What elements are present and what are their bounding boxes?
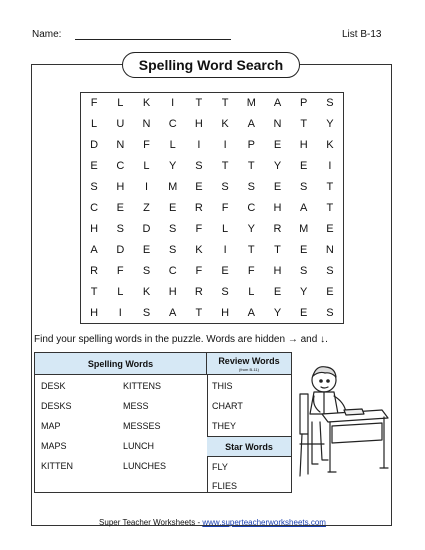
grid-letter: L <box>143 160 150 173</box>
spelling-word: MESS <box>123 401 149 411</box>
review-words-subheader: (from B-11) <box>239 366 259 372</box>
grid-letter: E <box>300 306 308 319</box>
footer-link[interactable]: www.superteacherworksheets.com <box>202 518 326 527</box>
grid-letter: I <box>223 139 227 152</box>
grid-letter: F <box>116 264 124 277</box>
grid-letter: L <box>248 285 255 298</box>
grid-letter: S <box>300 264 308 277</box>
spelling-word: DESKS <box>41 401 72 411</box>
review-words-header <box>207 353 291 375</box>
grid-letter: Z <box>143 201 150 214</box>
grid-letter: E <box>300 243 308 256</box>
grid-letter: A <box>300 201 308 214</box>
grid-letter: N <box>273 118 282 131</box>
star-word: FLY <box>212 462 228 472</box>
grid-letter: E <box>116 201 124 214</box>
grid-letter: S <box>221 181 229 194</box>
grid-letter: M <box>168 181 178 194</box>
grid-letter: Y <box>169 160 177 173</box>
grid-letter: E <box>221 264 229 277</box>
grid-letter: T <box>221 97 229 110</box>
grid-letter: K <box>142 97 151 110</box>
grid-letter: S <box>221 285 229 298</box>
grid-letter: I <box>328 160 332 173</box>
grid-letter: K <box>326 139 334 152</box>
review-word: THIS <box>212 381 233 391</box>
star-words-header-label: Star Words <box>225 441 273 452</box>
grid-letter: C <box>168 118 177 131</box>
grid-letter: L <box>117 97 124 110</box>
grid-letter: I <box>223 243 227 256</box>
grid-letter: E <box>273 285 282 298</box>
grid-letter: C <box>168 264 177 277</box>
grid-letter: C <box>90 201 99 214</box>
grid-letter: A <box>90 243 98 256</box>
word-search-grid <box>80 92 344 324</box>
grid-letter: P <box>300 97 308 110</box>
title-decoration-left <box>96 64 122 65</box>
grid-letter: T <box>221 160 229 173</box>
grid-letter: S <box>142 264 151 277</box>
grid-letter: S <box>169 222 177 235</box>
grid-letter: H <box>194 118 203 131</box>
grid-letter: M <box>299 222 309 235</box>
grid-letter: L <box>169 139 176 152</box>
grid-letter: R <box>273 222 282 235</box>
grid-letter: E <box>273 139 282 152</box>
review-words-header-label: Review Words <box>218 355 280 366</box>
grid-letter: T <box>195 97 203 110</box>
title-decoration-right <box>300 64 326 65</box>
grid-letter: C <box>247 201 256 214</box>
grid-letter: I <box>118 306 122 319</box>
grid-letter: D <box>90 139 99 152</box>
grid-letter: I <box>144 181 149 194</box>
grid-letter: E <box>169 201 177 214</box>
grid-letter: S <box>90 181 98 194</box>
grid-letter: N <box>325 243 334 256</box>
grid-letter: H <box>273 264 282 277</box>
grid-letter: H <box>273 201 282 214</box>
column-divider <box>207 375 208 492</box>
grid-letter: E <box>300 160 308 173</box>
grid-letter: K <box>195 243 203 256</box>
grid-letter: L <box>91 118 98 131</box>
grid-letter: S <box>169 243 177 256</box>
review-word: CHART <box>212 401 243 411</box>
grid-letter: E <box>90 160 98 173</box>
grid-letter: E <box>142 243 151 256</box>
grid-letter: T <box>247 160 255 173</box>
grid-letter: Y <box>247 222 255 235</box>
grid-letter: R <box>194 285 203 298</box>
grid-letter: H <box>90 306 99 319</box>
grid-letter: S <box>195 160 203 173</box>
grid-letter: D <box>142 222 151 235</box>
word-list-table <box>34 352 292 493</box>
spelling-words-header <box>35 353 207 375</box>
grid-letter: T <box>300 118 308 131</box>
grid-letter: D <box>116 243 125 256</box>
grid-letter: Y <box>326 118 334 131</box>
grid-letter: N <box>116 139 125 152</box>
spelling-word: MAP <box>41 421 61 431</box>
grid-letter: H <box>299 139 308 152</box>
grid-letter: T <box>90 285 98 298</box>
grid-letter: S <box>300 181 308 194</box>
grid-letter: T <box>326 201 334 214</box>
grid-letter: K <box>142 285 151 298</box>
footer <box>0 518 425 527</box>
grid-letter: Y <box>300 285 308 298</box>
grid-letter: Y <box>273 160 282 173</box>
spelling-word: DESK <box>41 381 66 391</box>
grid-letter: E <box>326 222 334 235</box>
name-line <box>75 39 231 40</box>
grid-letter: Y <box>273 306 282 319</box>
student-at-desk-illustration <box>294 360 394 485</box>
grid-letter: T <box>195 306 203 319</box>
grid-letter: A <box>247 306 255 319</box>
grid-letter: F <box>247 264 255 277</box>
grid-letter: H <box>90 222 99 235</box>
grid-letter: F <box>90 97 98 110</box>
grid-letter: R <box>194 201 203 214</box>
spelling-word: LUNCH <box>123 441 155 451</box>
grid-letter: E <box>273 181 282 194</box>
grid-letter: P <box>247 139 255 152</box>
grid-letter: I <box>197 139 201 152</box>
spelling-words-header-label: Spelling Words <box>87 358 154 369</box>
footer-text: Super Teacher Worksheets - <box>99 518 203 527</box>
spelling-word: MESSES <box>123 421 161 431</box>
grid-letter: A <box>247 118 255 131</box>
star-words-header <box>207 436 291 457</box>
grid-letter: L <box>222 222 229 235</box>
grid-letter: U <box>116 118 125 131</box>
grid-letter: F <box>221 201 229 214</box>
grid-letter: I <box>171 97 175 110</box>
spelling-word: KITTENS <box>123 381 162 391</box>
grid-letter: N <box>142 118 151 131</box>
grid-letter: F <box>195 264 203 277</box>
grid-letter: S <box>326 264 334 277</box>
grid-letter: S <box>247 181 255 194</box>
grid-letter: H <box>116 181 125 194</box>
spelling-word: KITTEN <box>41 461 74 471</box>
spelling-word: LUNCHES <box>123 461 167 471</box>
grid-letter: S <box>116 222 124 235</box>
name-label: Name: <box>32 29 62 40</box>
grid-letter: H <box>168 285 177 298</box>
grid-letter: M <box>246 97 256 110</box>
grid-letter: S <box>326 97 334 110</box>
grid-letter: S <box>326 306 334 319</box>
grid-letter: K <box>221 118 229 131</box>
grid-letter: S <box>142 306 151 319</box>
spelling-word: MAPS <box>41 441 67 451</box>
grid-letter: A <box>169 306 177 319</box>
grid-letter: R <box>90 264 99 277</box>
grid-letter: A <box>273 97 282 110</box>
grid-letter: T <box>274 243 281 256</box>
list-label: List B-13 <box>342 29 382 40</box>
grid-letter: T <box>247 243 255 256</box>
star-word: FLIES <box>212 481 238 491</box>
worksheet-title: Spelling Word Search <box>122 52 300 78</box>
instructions: Find your spelling words in the puzzle. Words are hidden → and ↓. <box>34 334 328 345</box>
grid-letter: E <box>195 181 203 194</box>
grid-letter: L <box>117 285 124 298</box>
grid-letter: C <box>116 160 125 173</box>
grid-letter: E <box>326 285 334 298</box>
grid-letter: H <box>221 306 230 319</box>
review-word: THEY <box>212 421 237 431</box>
grid-letter: F <box>143 139 150 152</box>
grid-letter: T <box>326 181 334 194</box>
grid-letter: F <box>195 222 203 235</box>
